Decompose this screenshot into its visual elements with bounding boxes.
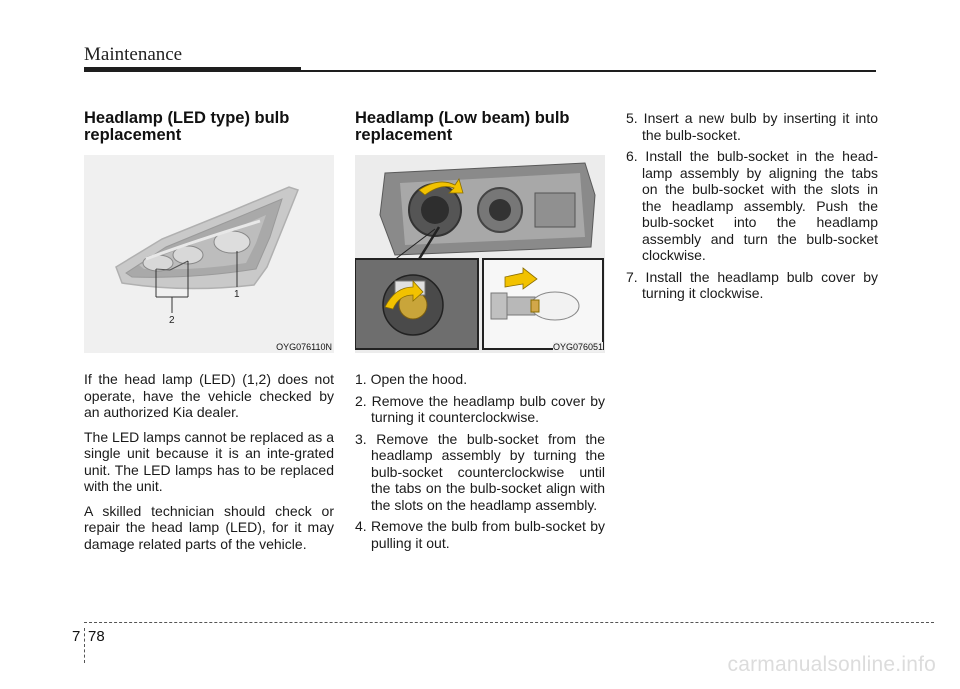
led-headlamp-illustration: [84, 155, 334, 353]
footer-rule: [84, 622, 934, 623]
column-low-beam: [355, 110, 605, 556]
section-title-led-headlamp: Headlamp (LED type) bulb replacement: [84, 109, 290, 144]
column-low-beam-continued: [626, 110, 878, 307]
paragraph: The LED lamps cannot be replaced as a single unit because it is an inte-grated unit. The LED lamps has to be replaced with the unit.: [84, 428, 334, 494]
paragraph: If the head lamp (LED) (1,2) does not operate, have the vehicle checked by an authorized Kia dealer.: [84, 371, 334, 420]
column-led-headlamp: [84, 110, 334, 560]
page-number: 78: [88, 628, 105, 645]
steps-list-continued: [626, 110, 878, 302]
low-beam-illustration: [355, 155, 605, 353]
chapter-number: 7: [72, 628, 81, 645]
figure-low-beam: [355, 155, 605, 353]
step-item: 4. Remove the bulb from bulb-socket by pulling it out.: [355, 518, 605, 551]
step-item: 6. Install the bulb-socket in the head-lamp assembly by aligning the tabs on the bulb-socket with the slots in the headlamp assembly. Push the bulb-socket into the headlamp assembly and turn the bulb-socket clockwise.: [626, 148, 878, 263]
step-item: 5. Insert a new bulb by inserting it into the bulb-socket.: [626, 110, 878, 143]
figure-led-headlamp: [84, 155, 334, 353]
callout-label-2: 2: [169, 315, 175, 326]
section-title-low-beam: Headlamp (Low beam) bulb replacement: [355, 109, 570, 144]
figure-code: OYG076051: [552, 342, 603, 352]
header-rule-thick: [84, 67, 301, 72]
page-header-title: Maintenance: [84, 44, 183, 65]
step-item: 2. Remove the headlamp bulb cover by turning it counterclockwise.: [355, 392, 605, 425]
step-item: 3. Remove the bulb-socket from the headlamp assembly by turning the bulb-socket counterclockwise until the tabs on the bulb-socket align with the slots on the headlamp assembly.: [355, 430, 605, 513]
step-item: 7. Install the headlamp bulb cover by turning it clockwise.: [626, 268, 878, 301]
footer-divider: [84, 628, 85, 663]
steps-list: [355, 371, 605, 551]
step-item: 1. Open the hood.: [355, 371, 468, 387]
callout-label-1: 1: [234, 289, 240, 300]
figure-code: OYG076110N: [276, 342, 332, 352]
header-rule-thin: [301, 70, 876, 72]
watermark: carmanualsonline.info: [727, 653, 936, 676]
paragraph: A skilled technician should check or repair the head lamp (LED), for it may damage related parts of the vehicle.: [84, 502, 334, 552]
